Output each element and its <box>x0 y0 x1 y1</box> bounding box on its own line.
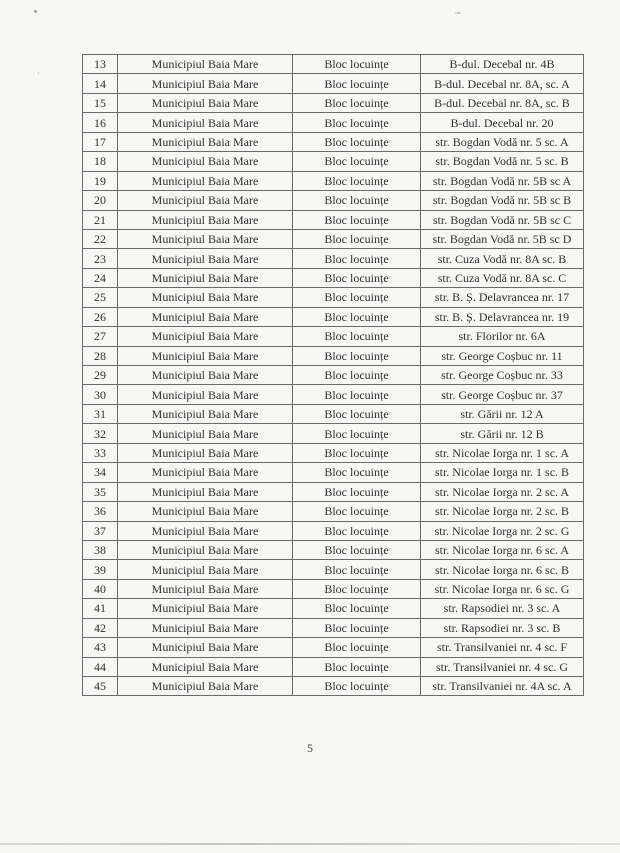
row-number-cell: 18 <box>83 152 118 171</box>
address-cell: str. Rapsodiei nr. 3 sc. B <box>421 618 584 637</box>
address-cell: str. George Coșbuc nr. 11 <box>421 346 584 365</box>
building-type-cell: Bloc locuințe <box>293 152 421 171</box>
table-row <box>83 171 584 190</box>
address-cell: str. Nicolae Iorga nr. 2 sc. B <box>421 502 584 521</box>
municipality-cell: Municipiul Baia Mare <box>118 482 293 501</box>
municipality-cell: Municipiul Baia Mare <box>118 618 293 637</box>
building-type-cell: Bloc locuințe <box>293 93 421 112</box>
building-type-cell: Bloc locuințe <box>293 346 421 365</box>
scan-speck <box>34 10 37 13</box>
housing-blocks-table <box>82 54 584 696</box>
municipality-cell: Municipiul Baia Mare <box>118 385 293 404</box>
row-number-cell: 21 <box>83 210 118 229</box>
scan-speck <box>38 72 39 74</box>
building-type-cell: Bloc locuințe <box>293 113 421 132</box>
building-type-cell: Bloc locuințe <box>293 327 421 346</box>
address-cell: str. Bogdan Vodă nr. 5B sc B <box>421 191 584 210</box>
row-number-cell: 23 <box>83 249 118 268</box>
row-number-cell: 31 <box>83 404 118 423</box>
address-cell: str. Transilvaniei nr. 4A sc. A <box>421 677 584 696</box>
row-number-cell: 43 <box>83 638 118 657</box>
address-cell: str. Bogdan Vodă nr. 5 sc. A <box>421 132 584 151</box>
municipality-cell: Municipiul Baia Mare <box>118 249 293 268</box>
address-cell: str. Gării nr. 12 A <box>421 404 584 423</box>
address-cell: str. Nicolae Iorga nr. 1 sc. B <box>421 463 584 482</box>
table-row <box>83 404 584 423</box>
address-cell: str. Nicolae Iorga nr. 2 sc. G <box>421 521 584 540</box>
municipality-cell: Municipiul Baia Mare <box>118 502 293 521</box>
building-type-cell: Bloc locuințe <box>293 443 421 462</box>
table-row <box>83 677 584 696</box>
building-type-cell: Bloc locuințe <box>293 579 421 598</box>
row-number-cell: 17 <box>83 132 118 151</box>
address-cell: B-dul. Decebal nr. 20 <box>421 113 584 132</box>
building-type-cell: Bloc locuințe <box>293 677 421 696</box>
address-cell: str. Bogdan Vodă nr. 5B sc A <box>421 171 584 190</box>
row-number-cell: 33 <box>83 443 118 462</box>
municipality-cell: Municipiul Baia Mare <box>118 268 293 287</box>
building-type-cell: Bloc locuințe <box>293 638 421 657</box>
row-number-cell: 30 <box>83 385 118 404</box>
building-type-cell: Bloc locuințe <box>293 385 421 404</box>
address-cell: str. George Coșbuc nr. 37 <box>421 385 584 404</box>
page-number: 5 <box>307 741 313 755</box>
row-number-cell: 39 <box>83 560 118 579</box>
row-number-cell: 28 <box>83 346 118 365</box>
address-cell: B-dul. Decebal nr. 8A, sc. A <box>421 74 584 93</box>
table-row <box>83 152 584 171</box>
building-type-cell: Bloc locuințe <box>293 288 421 307</box>
building-type-cell: Bloc locuințe <box>293 657 421 676</box>
building-type-cell: Bloc locuințe <box>293 210 421 229</box>
municipality-cell: Municipiul Baia Mare <box>118 404 293 423</box>
municipality-cell: Municipiul Baia Mare <box>118 74 293 93</box>
building-type-cell: Bloc locuințe <box>293 229 421 248</box>
building-type-cell: Bloc locuințe <box>293 191 421 210</box>
address-cell: str. Nicolae Iorga nr. 6 sc. G <box>421 579 584 598</box>
address-cell: str. Bogdan Vodă nr. 5 sc. B <box>421 152 584 171</box>
building-type-cell: Bloc locuințe <box>293 599 421 618</box>
table-row <box>83 463 584 482</box>
row-number-cell: 41 <box>83 599 118 618</box>
address-cell: str. Nicolae Iorga nr. 6 sc. B <box>421 560 584 579</box>
row-number-cell: 16 <box>83 113 118 132</box>
municipality-cell: Municipiul Baia Mare <box>118 55 293 74</box>
row-number-cell: 20 <box>83 191 118 210</box>
address-cell: str. Florilor nr. 6A <box>421 327 584 346</box>
municipality-cell: Municipiul Baia Mare <box>118 638 293 657</box>
table-body <box>83 55 584 696</box>
scan-speck <box>455 12 461 14</box>
building-type-cell: Bloc locuințe <box>293 55 421 74</box>
table-row <box>83 638 584 657</box>
table-row <box>83 560 584 579</box>
municipality-cell: Municipiul Baia Mare <box>118 327 293 346</box>
table-row <box>83 443 584 462</box>
building-type-cell: Bloc locuințe <box>293 404 421 423</box>
address-cell: str. Nicolae Iorga nr. 6 sc. A <box>421 540 584 559</box>
row-number-cell: 24 <box>83 268 118 287</box>
row-number-cell: 36 <box>83 502 118 521</box>
municipality-cell: Municipiul Baia Mare <box>118 229 293 248</box>
table-row <box>83 502 584 521</box>
address-cell: str. Rapsodiei nr. 3 sc. A <box>421 599 584 618</box>
municipality-cell: Municipiul Baia Mare <box>118 93 293 112</box>
row-number-cell: 15 <box>83 93 118 112</box>
row-number-cell: 45 <box>83 677 118 696</box>
table-row <box>83 540 584 559</box>
municipality-cell: Municipiul Baia Mare <box>118 599 293 618</box>
building-type-cell: Bloc locuințe <box>293 463 421 482</box>
row-number-cell: 27 <box>83 327 118 346</box>
table-row <box>83 424 584 443</box>
address-cell: B-dul. Decebal nr. 8A, sc. B <box>421 93 584 112</box>
municipality-cell: Municipiul Baia Mare <box>118 191 293 210</box>
address-cell: B-dul. Decebal nr. 4B <box>421 55 584 74</box>
address-cell: str. Nicolae Iorga nr. 1 sc. A <box>421 443 584 462</box>
municipality-cell: Municipiul Baia Mare <box>118 657 293 676</box>
address-cell: str. Cuza Vodă nr. 8A sc. C <box>421 268 584 287</box>
building-type-cell: Bloc locuințe <box>293 171 421 190</box>
scan-edge <box>0 843 620 845</box>
municipality-cell: Municipiul Baia Mare <box>118 366 293 385</box>
address-cell: str. Transilvaniei nr. 4 sc. G <box>421 657 584 676</box>
municipality-cell: Municipiul Baia Mare <box>118 152 293 171</box>
row-number-cell: 22 <box>83 229 118 248</box>
table-row <box>83 268 584 287</box>
building-type-cell: Bloc locuințe <box>293 521 421 540</box>
table-row <box>83 93 584 112</box>
municipality-cell: Municipiul Baia Mare <box>118 443 293 462</box>
building-type-cell: Bloc locuințe <box>293 268 421 287</box>
building-type-cell: Bloc locuințe <box>293 502 421 521</box>
building-type-cell: Bloc locuințe <box>293 74 421 93</box>
building-type-cell: Bloc locuințe <box>293 560 421 579</box>
table-row <box>83 618 584 637</box>
row-number-cell: 14 <box>83 74 118 93</box>
building-type-cell: Bloc locuințe <box>293 618 421 637</box>
municipality-cell: Municipiul Baia Mare <box>118 540 293 559</box>
municipality-cell: Municipiul Baia Mare <box>118 424 293 443</box>
row-number-cell: 32 <box>83 424 118 443</box>
municipality-cell: Municipiul Baia Mare <box>118 113 293 132</box>
building-type-cell: Bloc locuințe <box>293 424 421 443</box>
municipality-cell: Municipiul Baia Mare <box>118 521 293 540</box>
row-number-cell: 25 <box>83 288 118 307</box>
building-type-cell: Bloc locuințe <box>293 482 421 501</box>
municipality-cell: Municipiul Baia Mare <box>118 210 293 229</box>
table-row <box>83 249 584 268</box>
building-type-cell: Bloc locuințe <box>293 366 421 385</box>
row-number-cell: 40 <box>83 579 118 598</box>
table-row <box>83 327 584 346</box>
address-cell: str. George Coșbuc nr. 33 <box>421 366 584 385</box>
address-cell: str. Nicolae Iorga nr. 2 sc. A <box>421 482 584 501</box>
table-row <box>83 288 584 307</box>
municipality-cell: Municipiul Baia Mare <box>118 463 293 482</box>
address-cell: str. Bogdan Vodă nr. 5B sc D <box>421 229 584 248</box>
row-number-cell: 38 <box>83 540 118 559</box>
table-row <box>83 55 584 74</box>
building-type-cell: Bloc locuințe <box>293 307 421 326</box>
row-number-cell: 37 <box>83 521 118 540</box>
table-row <box>83 579 584 598</box>
building-type-cell: Bloc locuințe <box>293 249 421 268</box>
table-row <box>83 307 584 326</box>
row-number-cell: 19 <box>83 171 118 190</box>
building-type-cell: Bloc locuințe <box>293 540 421 559</box>
row-number-cell: 35 <box>83 482 118 501</box>
municipality-cell: Municipiul Baia Mare <box>118 288 293 307</box>
address-cell: str. B. Ș. Delavrancea nr. 17 <box>421 288 584 307</box>
address-cell: str. Cuza Vodă nr. 8A sc. B <box>421 249 584 268</box>
municipality-cell: Municipiul Baia Mare <box>118 307 293 326</box>
table-row <box>83 385 584 404</box>
table-row <box>83 229 584 248</box>
table-row <box>83 482 584 501</box>
row-number-cell: 44 <box>83 657 118 676</box>
row-number-cell: 26 <box>83 307 118 326</box>
table-row <box>83 521 584 540</box>
row-number-cell: 13 <box>83 55 118 74</box>
table-row <box>83 132 584 151</box>
row-number-cell: 34 <box>83 463 118 482</box>
row-number-cell: 42 <box>83 618 118 637</box>
table-row <box>83 191 584 210</box>
municipality-cell: Municipiul Baia Mare <box>118 171 293 190</box>
table-row <box>83 210 584 229</box>
address-cell: str. Bogdan Vodă nr. 5B sc C <box>421 210 584 229</box>
building-type-cell: Bloc locuințe <box>293 132 421 151</box>
municipality-cell: Municipiul Baia Mare <box>118 677 293 696</box>
address-cell: str. B. Ș. Delavrancea nr. 19 <box>421 307 584 326</box>
table-row <box>83 599 584 618</box>
table-row <box>83 657 584 676</box>
municipality-cell: Municipiul Baia Mare <box>118 579 293 598</box>
table-row <box>83 346 584 365</box>
address-cell: str. Transilvaniei nr. 4 sc. F <box>421 638 584 657</box>
municipality-cell: Municipiul Baia Mare <box>118 560 293 579</box>
row-number-cell: 29 <box>83 366 118 385</box>
table-row <box>83 366 584 385</box>
table-row <box>83 74 584 93</box>
municipality-cell: Municipiul Baia Mare <box>118 132 293 151</box>
address-cell: str. Gării nr. 12 B <box>421 424 584 443</box>
table-row <box>83 113 584 132</box>
municipality-cell: Municipiul Baia Mare <box>118 346 293 365</box>
